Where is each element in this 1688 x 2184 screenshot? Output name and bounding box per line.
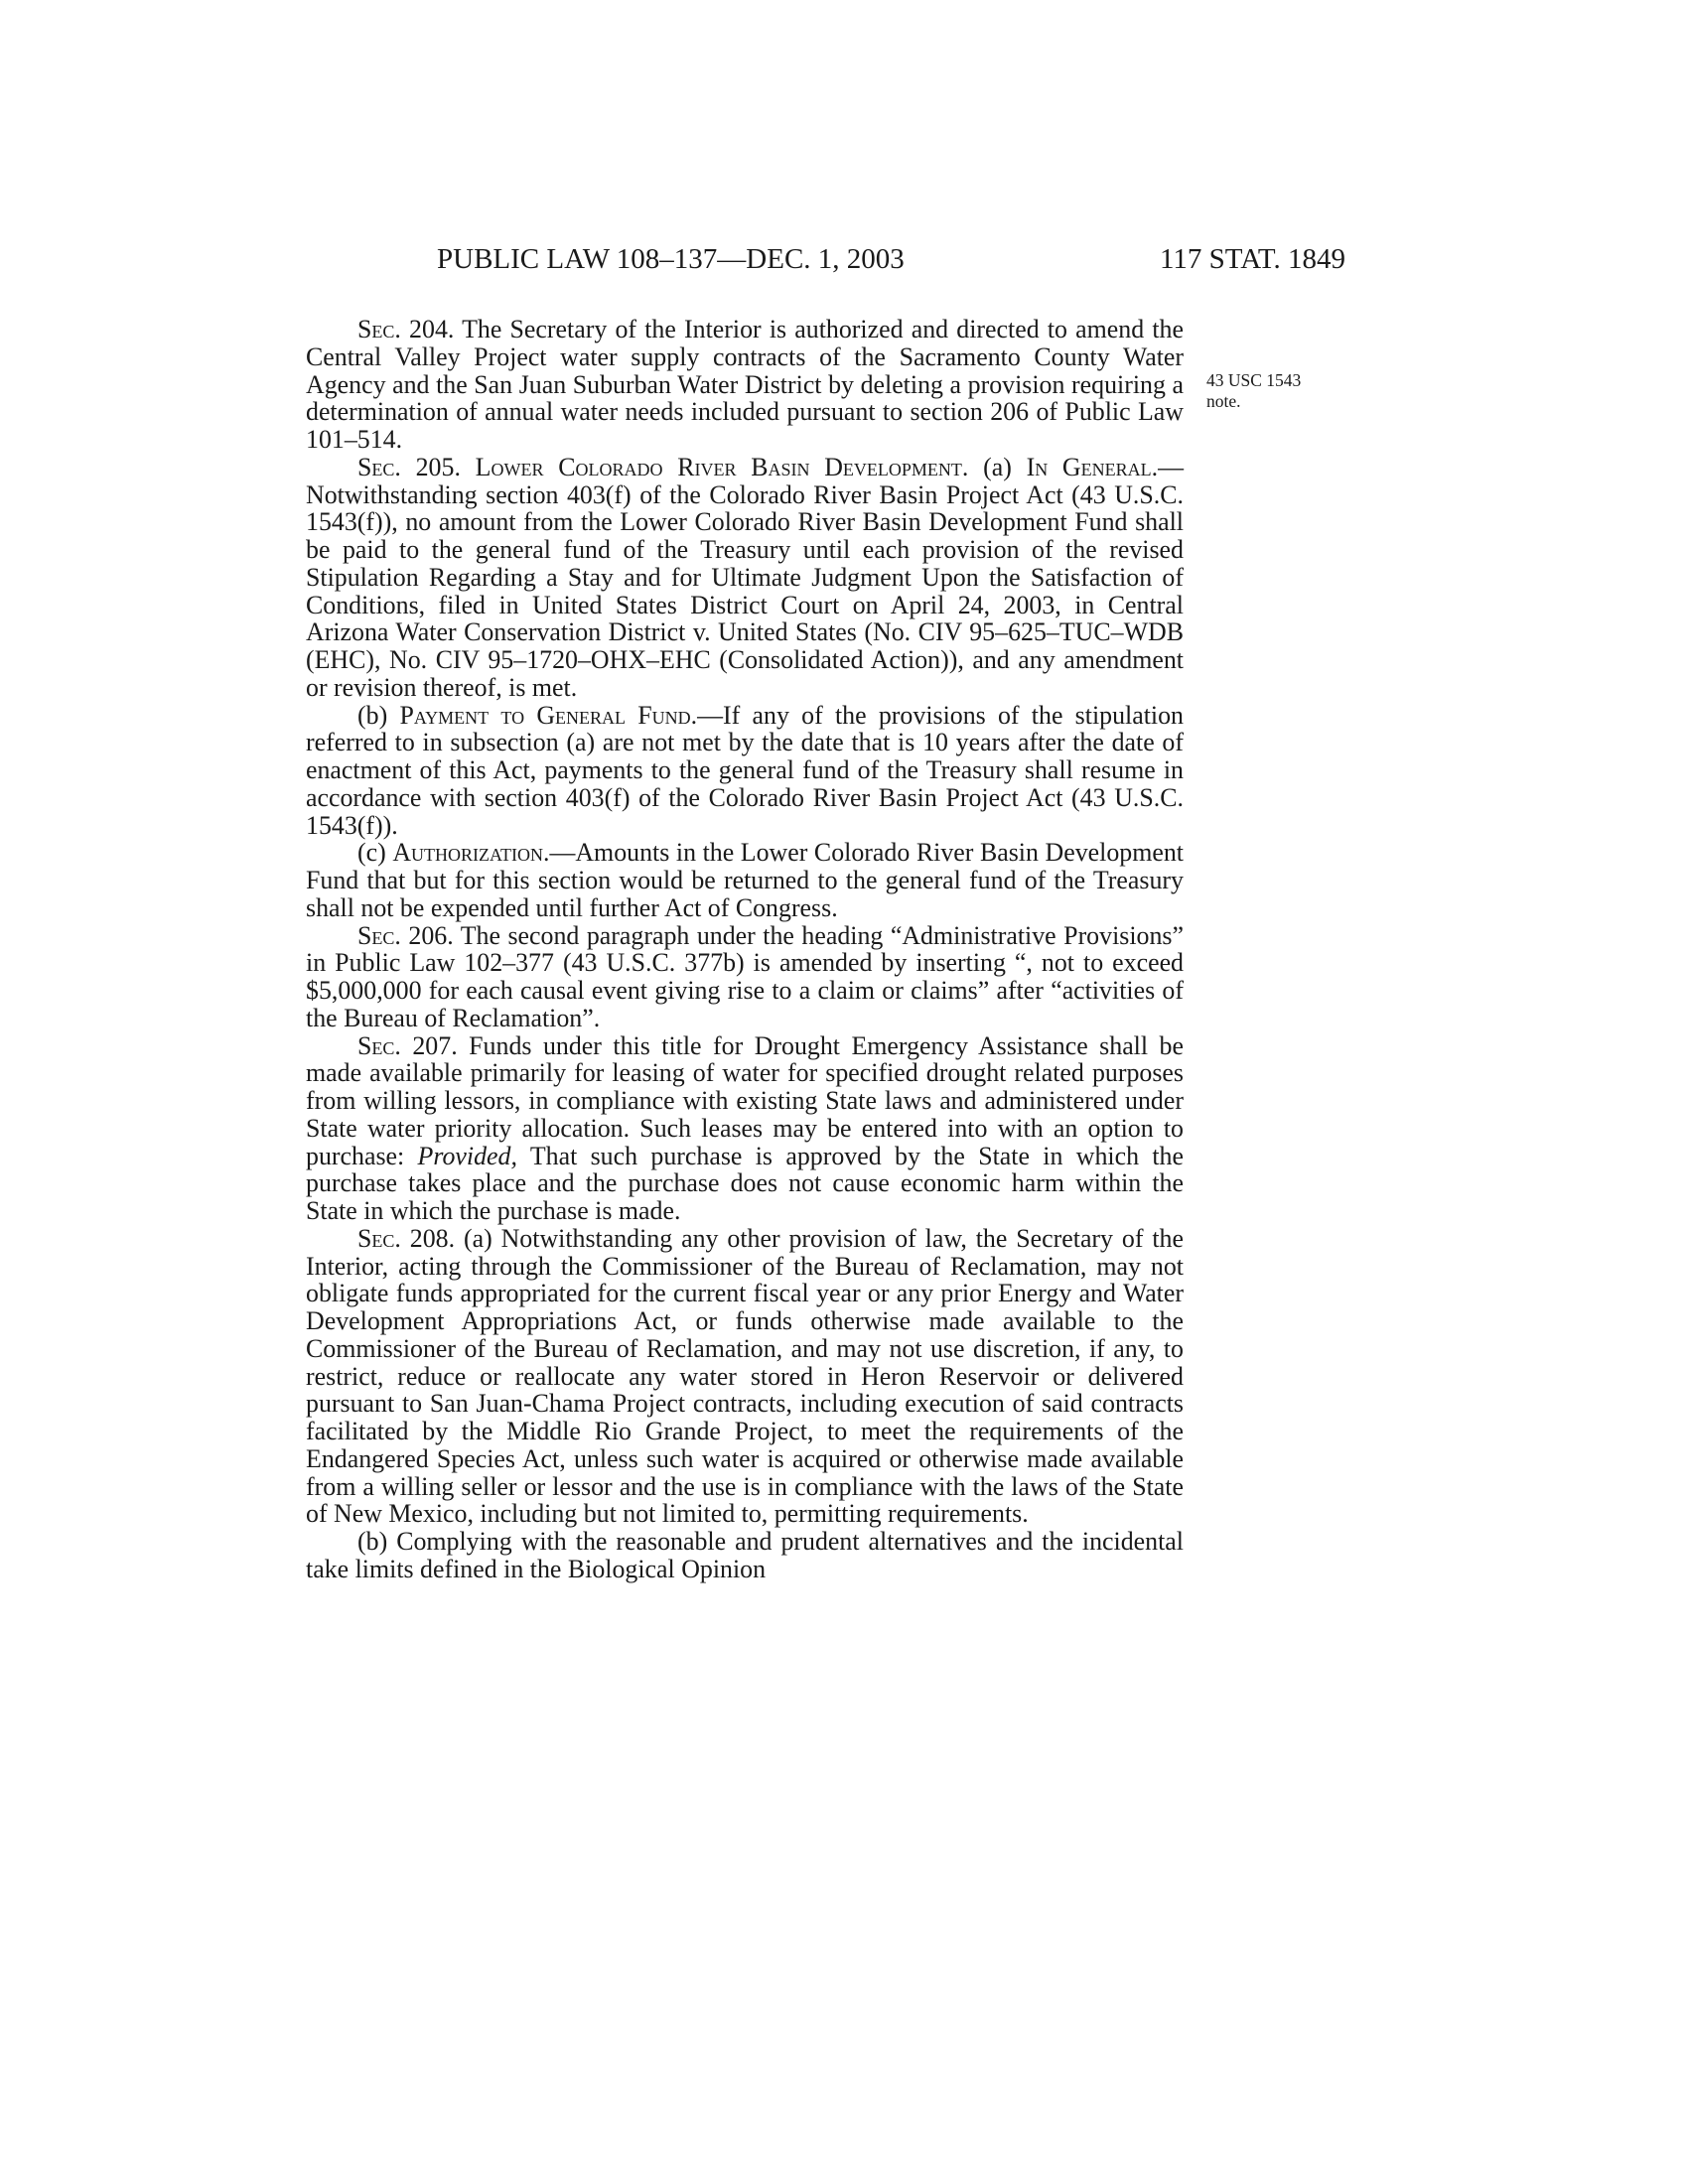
section-text: —Amounts in the Lower Colorado River Basin Development Fund that but for this section would be returned to the general fund of the Treasury shall not be expended until further Act of Congress.: [306, 838, 1184, 922]
section-text: —Notwithstanding section 403(f) of the Colorado River Basin Project Act (43 U.S.C. 1543(f)), no amount from the Lower Colorado River Basin Development Fund shall be paid to the general fund of the Treasury until each provision of the revised Stipulation Regarding a Stay and for Ultimate Judgment Upon the Satisfaction of Conditions, filed in United States District Court on April 24, 2003, in Central Arizona Water Conservation District v. United States (No. CIV 95–625–TUC–WDB (EHC), No. CIV 95–1720–OHX–EHC (Consolidated Action)), and any amendment or revision thereof, is met.: [306, 452, 1184, 702]
section-text: 206. The second paragraph under the heading “Administrative Provisions” in Public Law 102–377 (43 U.S.C. 377b) is amended by inserting “, not to exceed $5,000,000 for each causal event giving rise to a claim or claims” after “activities of the Bureau of Reclamation”.: [306, 920, 1184, 1032]
subsection-heading: Payment to General Fund.: [399, 700, 698, 730]
section-number: 205.: [400, 452, 476, 481]
subsection-marker: (a): [968, 452, 1027, 481]
section-204: [306, 316, 1184, 454]
statute-page-number: 117 STAT. 1849: [1160, 243, 1345, 275]
section-text-continued: That such purchase is approved by the State in which the purchase takes place and the purchase does not cause economic harm within the State in which the purchase is made.: [306, 1141, 1184, 1225]
subsection-marker: (c): [357, 838, 393, 868]
section-208a: [306, 1225, 1184, 1528]
section-label: Sec.: [357, 920, 401, 950]
proviso-term: Provided,: [417, 1141, 517, 1170]
section-207: [306, 1032, 1184, 1225]
section-text: —If any of the provisions of the stipulation referred to in subsection (a) are not met by the date that is 10 years after the date of enactment of this Act, payments to the general fund of the Treasury shall resume in accordance with section 403(f) of the Colorado River Basin Project Act (43 U.S.C. 1543(f)).: [306, 700, 1184, 840]
section-206: [306, 922, 1184, 1032]
section-text: 208. (a) Notwithstanding any other provision of law, the Secretary of the Interior, acting through the Commissioner of the Bureau of Reclamation, may not obligate funds appropriated for the current fiscal year or any prior Energy and Water Development Appropriations Act, or funds otherwise made available to the Commissioner of the Bureau of Reclamation, and may not use discretion, if any, to restrict, reduce or reallocate any water stored in Heron Reservoir or delivered pursuant to San Juan-Chama Project contracts, including execution of said contracts facilitated by the Middle Rio Grande Project, to meet the requirements of the Endangered Species Act, unless such water is acquired or otherwise made available from a willing seller or lessor and the use is in compliance with the laws of the State of New Mexico, including but not limited to, permitting requirements.: [306, 1223, 1184, 1529]
section-text: 207. Funds under this title for Drought Emergency Assistance shall be made available primarily for leasing of water for specified drought related purposes from willing lessors, in compliance with existing State laws and administered under State water priority allocation. Such leases may be entered into with an option to purchase:: [306, 1030, 1184, 1170]
margin-citation-note: [1206, 370, 1345, 412]
section-label: Sec.: [357, 452, 401, 481]
running-head: PUBLIC LAW 108–137—DEC. 1, 2003: [437, 243, 905, 275]
subsection-marker: (b): [357, 700, 400, 730]
section-208b: [306, 1528, 1184, 1583]
section-heading: Lower Colorado River Basin Development.: [475, 452, 969, 481]
section-205b: [306, 702, 1184, 840]
section-text: (b) Complying with the reasonable and prudent alternatives and the incidental take limits defined in the Biological Opinion: [306, 1527, 1184, 1583]
section-205a: [306, 454, 1184, 702]
margin-note-suffix: note.: [1206, 391, 1241, 411]
page-header: [0, 243, 1688, 283]
section-205c: [306, 839, 1184, 921]
subsection-heading: Authorization.: [392, 838, 550, 868]
subsection-heading: In General.: [1026, 452, 1159, 481]
margin-note-citation: 43 USC 1543: [1206, 370, 1302, 390]
section-text: 204. The Secretary of the Interior is authorized and directed to amend the Central Valley Project water supply contracts of the Sacramento County Water Agency and the San Juan Suburban Water District by deleting a provision requiring a determination of annual water needs included pursuant to section 206 of Public Law 101–514.: [306, 315, 1184, 454]
document-body: [306, 316, 1184, 1583]
section-label: Sec.: [357, 315, 401, 343]
section-label: Sec.: [357, 1223, 401, 1253]
section-label: Sec.: [357, 1030, 401, 1060]
